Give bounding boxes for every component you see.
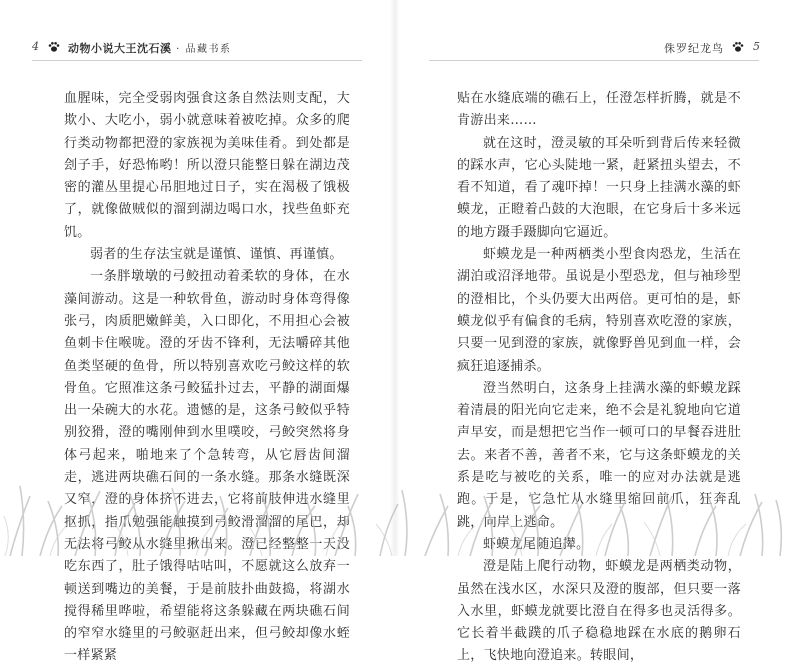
paragraph: 贴在水缝底端的礁石上，任澄怎样折腾，就是不肯游出来…… <box>457 91 741 129</box>
right-page-number: 5 <box>753 40 760 53</box>
paragraph: 虾蟆龙是一种两栖类小型食肉恐龙，生活在湖泊或沼泽地带。虽说是小型恐龙，但与袖珍型的澄相比，个头仍要大出两倍。更可怕的是，虾蟆龙似乎有偏食的毛病，特别喜欢吃澄的家族，只要一见到澄的家族，就像野兽见到血一样，会疯狂追逐捕杀。 <box>457 247 741 374</box>
paragraph: 澄当然明白，这条身上挂满水藻的虾蟆龙踩着清晨的阳光向它走来，绝不会是礼貌地向它道声早安，而是想把它当作一顿可口的早餐吞进肚去。来者不善，善者不来，它与这条虾蟆龙的关系是吃与被吃的关系，唯一的应对办法就是逃跑。于是，它急忙从水缝里缩回前爪，狂奔乱跳，向岸上逃命。 <box>457 380 741 530</box>
series-title-text: 动物小说大王沈石溪 <box>68 42 172 55</box>
paragraph: 就在这时，澄灵敏的耳朵听到背后传来轻微的踩水声，它心头陡地一紧，赶紧扭头望去，不看不知道，看了魂吓掉！一只身上挂满水藻的虾蟆龙，正瞪着凸鼓的大泡眼，在它身后十多米远的地方蹑手蹑脚向它逼近。 <box>457 135 741 240</box>
left-header-rule <box>32 60 362 61</box>
series-subtitle: 品藏书系 <box>185 44 232 55</box>
left-page-number: 4 <box>32 40 39 53</box>
paw-print-icon <box>732 41 744 56</box>
paragraph: 血腥味，完全受弱肉强食这条自然法则支配，大欺小、大吃小，弱小就意味着被吃掉。众多的爬行类动物都把澄的家族视为美味佳肴。到处都是刽子手，好恐怖哟！所以澄只能整日躲在湖边茂密的灌丛里提心吊胆地过日子，实在渴极了饿极了，就像做贼似的溜到湖边喝口水，找些鱼虾充饥。 <box>64 91 350 240</box>
left-page <box>0 0 395 664</box>
paw-print-icon <box>48 41 60 56</box>
paragraph: 虾蟆龙尾随追撵。 <box>483 536 590 552</box>
left-running-header <box>32 40 395 56</box>
right-page <box>395 0 790 664</box>
paragraph: 弱者的生存法宝就是谨慎、谨慎、再谨慎。 <box>90 247 343 263</box>
right-running-header <box>395 40 760 56</box>
paragraph: 澄是陆上爬行动物，虾蟆龙是两栖类动物，虽然在浅水区，水深只及澄的腹部，但只要一落入水里，虾蟆龙就要比澄自在得多也灵活得多。它长着半截蹼的爪子稳稳地踩在水底的鹅卵石上，飞快地向澄追来。转眼间， <box>457 559 741 664</box>
right-body-text <box>457 88 741 668</box>
left-body-text <box>64 88 350 668</box>
right-header-rule <box>429 60 759 61</box>
series-title <box>68 40 232 56</box>
paragraph: 一条胖墩墩的弓鲛扭动着柔软的身体，在水藻间游动。这是一种软骨鱼，游动时身体弯得像张弓，肉质肥嫩鲜美，入口即化，不用担心会被鱼刺卡住喉咙。澄的牙齿不锋利，无法嚼碎其他鱼类坚硬的鱼骨，所以特别喜欢吃弓鲛这样的软骨鱼。它照准这条弓鲛猛扑过去，平静的湖面爆出一朵碗大的水花。遗憾的是，这条弓鲛似乎特别狡猾，澄的嘴刚伸到水里噗咬，弓鲛突然将身体弓起来，啪地来了个急转弯，从它唇齿间溜走，逃进两块礁石间的一条水缝。那条水缝既深又窄，澄的身体挤不进去，它将前肢伸进水缝里抠抓，指爪勉强能触摸到弓鲛滑溜溜的尾巴，却无法将弓鲛从水缝里揪出来。澄已经整整一天没吃东西了，肚子饿得咕咕叫，不愿就这么放弃一顿送到嘴边的美餐，于是前肢扑曲鼓捣，将湖水搅得稀里哗啦，希望能将这条躲藏在两块礁石间的窄窄水缝里的弓鲛驱赶出来，但弓鲛却像水蛭一样紧紧 <box>64 269 350 664</box>
chapter-title: 侏罗纪龙鸟 <box>664 42 724 55</box>
series-separator: · <box>171 44 186 55</box>
